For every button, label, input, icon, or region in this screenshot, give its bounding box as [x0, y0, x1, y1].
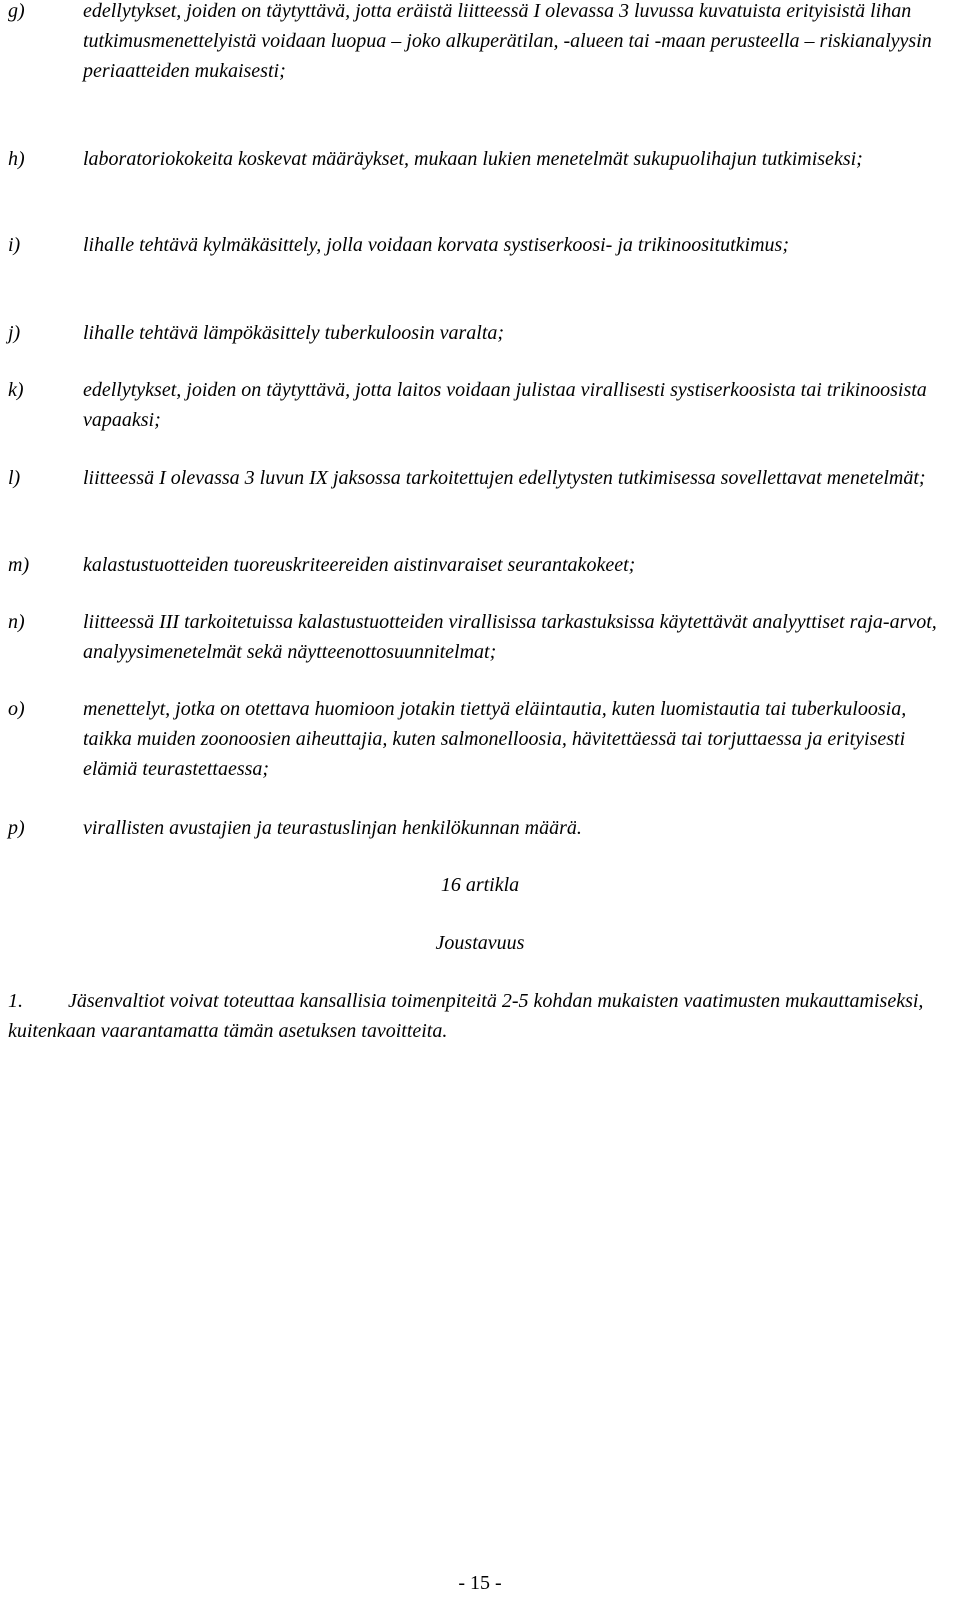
list-item-text: kalastustuotteiden tuoreuskriteereiden aistinvaraiset seurantakokeet; [83, 554, 636, 576]
list-item-text: liitteessä III tarkoitetuissa kalastustuotteiden virallisissa tarkastuksissa käytettävät analyyttiset raja-arvot, analyysimenetelmät sekä näytteenottosuunnitelmat; [83, 611, 937, 663]
list-item-letter: m) [8, 554, 30, 576]
list-item-text: laboratoriokokeita koskevat määräykset, mukaan lukien menetelmät sukupuolihajun tutkimiseksi; [83, 148, 863, 170]
list-item-letter: p) [8, 817, 25, 839]
paragraph-number: 1. [8, 990, 23, 1012]
list-item-letter: g) [8, 0, 25, 22]
article-number: 16 artikla [440, 874, 520, 896]
list-item-text: edellytykset, joiden on täytyttävä, jotta laitos voidaan julistaa virallisesti systiserkoosista tai trikinoosista vapaaksi; [83, 379, 927, 431]
page-number: - 15 - [458, 1572, 502, 1594]
list-item-k [8, 375, 953, 435]
paragraph-text: Jäsenvaltiot voivat toteuttaa kansallisia toimenpiteitä 2-5 kohdan mukaisten vaatimusten mukauttamiseksi, kuitenkaan vaarantamatta tämän asetuksen tavoitteita. [8, 990, 924, 1042]
list-item-text: liitteessä I olevassa 3 luvun IX jaksossa tarkoitettujen edellytysten tutkimisessa sovellettavat menetelmät; [83, 467, 926, 489]
list-item-i [8, 230, 953, 260]
list-item-text: menettelyt, jotka on otettava huomioon jotakin tiettyä eläintautia, kuten luomistautia tai tuberkuloosia, taikka muiden zoonoosien aiheuttajia, kuten salmonelloosia, hävitettäessä tai torjuttaessa ja erityisesti elämiä teurastettaessa; [83, 698, 907, 780]
list-item-text: virallisten avustajien ja teurastuslinjan henkilökunnan määrä. [83, 817, 582, 839]
list-item-l [8, 463, 953, 493]
list-item-letter: o) [8, 698, 25, 720]
list-item-o [8, 694, 953, 784]
article-paragraph [8, 986, 953, 1046]
list-item-g [8, 0, 953, 86]
list-item-letter: k) [8, 379, 24, 401]
list-item-letter: n) [8, 611, 25, 633]
list-item-p [8, 813, 953, 843]
list-item-letter: j) [8, 322, 21, 344]
list-item-text: lihalle tehtävä kylmäkäsittely, jolla voidaan korvata systiserkoosi- ja trikinoositutkimus; [83, 234, 789, 256]
list-item-letter: l) [8, 467, 21, 489]
list-item-text: lihalle tehtävä lämpökäsittely tuberkuloosin varalta; [83, 322, 505, 344]
article-title: Joustavuus [435, 932, 525, 954]
list-item-letter: h) [8, 148, 25, 170]
list-item-text: edellytykset, joiden on täytyttävä, jotta eräistä liitteessä I olevassa 3 luvussa kuvatuista erityisistä lihan tutkimusmenettelyistä voidaan luopua – joko alkuperätilan, -alueen tai -maan perusteella – riskianalyysin periaatteiden mukaisesti; [83, 0, 932, 82]
list-item-m [8, 550, 953, 580]
list-item-letter: i) [8, 234, 21, 256]
list-item-h [8, 144, 953, 174]
list-item-n [8, 607, 953, 667]
list-item-j [8, 318, 953, 348]
